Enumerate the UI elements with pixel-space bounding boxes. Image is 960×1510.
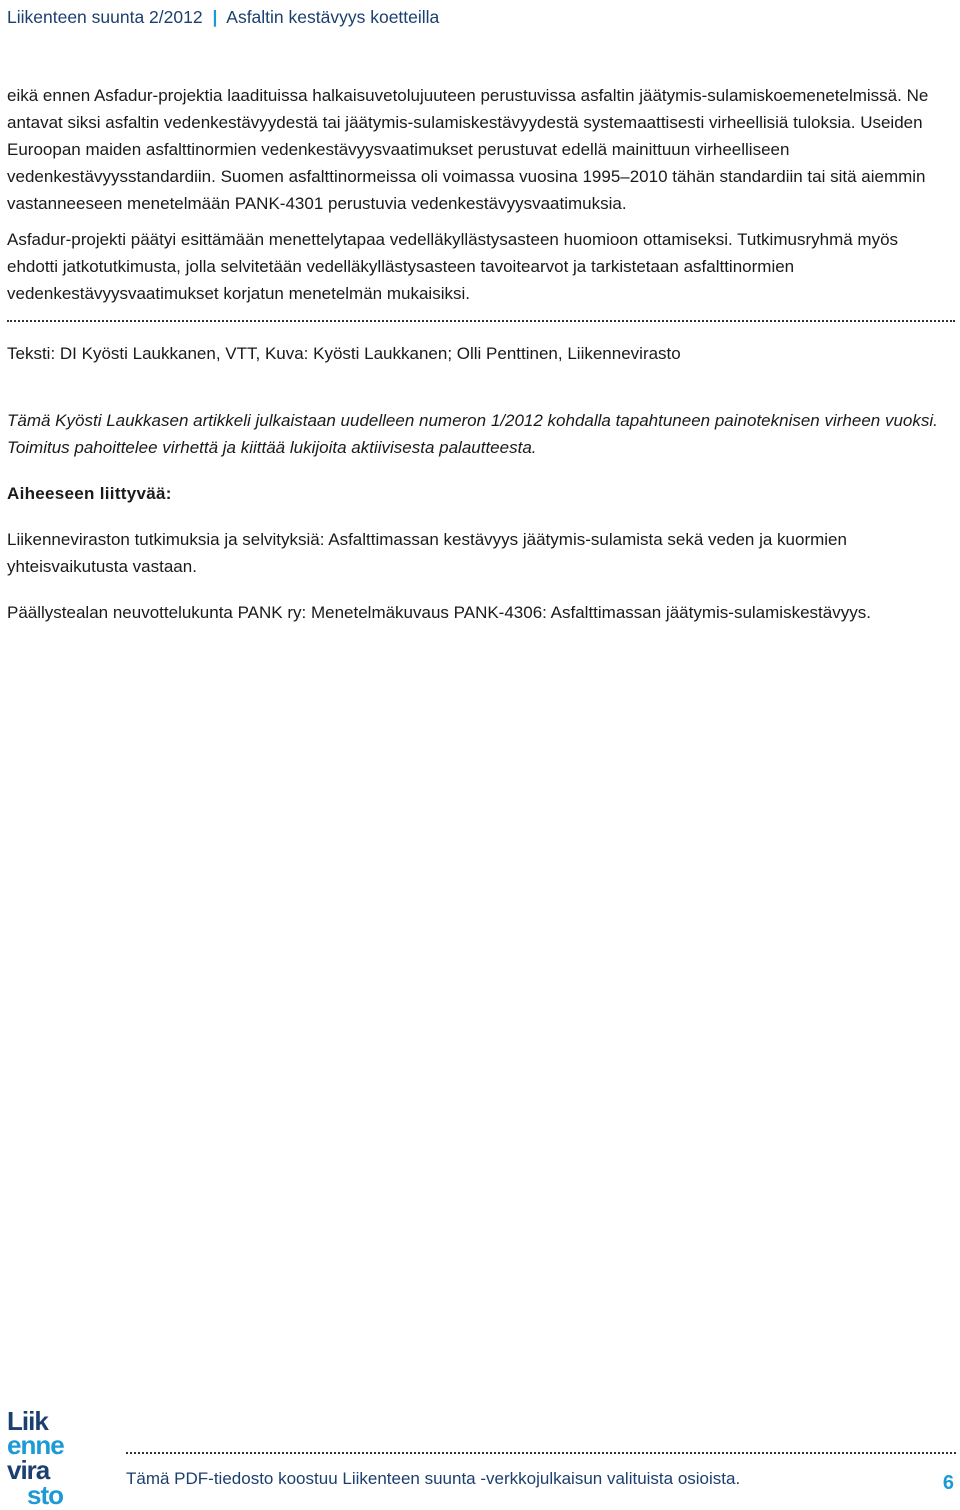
logo-line: vira — [7, 1455, 50, 1485]
footer-divider — [126, 1452, 956, 1454]
section-divider — [7, 320, 955, 322]
header-separator: | — [212, 7, 218, 27]
logo-line: sto — [27, 1480, 63, 1506]
article-body — [7, 82, 953, 626]
article-title: Asfaltin kestävyys koetteilla — [226, 7, 440, 27]
page-number: 6 — [942, 1472, 954, 1494]
liikennevirasto-logo — [7, 1408, 97, 1506]
related-heading: Aiheeseen liittyvää: — [7, 484, 172, 503]
body-paragraph: eikä ennen Asfadur-projektia laadituissa halkaisuvetolujuuteen perustuvissa asfaltin jäätymis-sulamiskoemenetelmissä. Ne antavat siksi asfaltin vedenkestävyydestä tai jäätymis-sulamiskestävyydestä systemaattisesti virheellisiä tuloksia. Useiden Euroopan maiden asfalttinormien vedenkestävyysvaatimukset perustuvat edellä mainittuun virheelliseen vedenkestävyysstandardiin. Suomen asfalttinormeissa oli voimassa vuosina 1995–2010 tähän standardiin tai sitä aiemmin vastanneeseen menetelmään PANK-4301 perustuvia vedenkestävyysvaatimuksia. — [7, 86, 929, 213]
logo-line: Liik — [7, 1408, 48, 1436]
publication-title: Liikenteen suunta 2/2012 — [7, 7, 203, 27]
page-header — [7, 7, 439, 28]
body-paragraph: Asfadur-projekti päätyi esittämään menettelytapaa vedelläkyllästysasteen huomioon ottamiseksi. Tutkimusryhmä myös ehdotti jatkotutkimusta, jolla selvitetään vedelläkyllästysasteen tavoitearvot ja tarkistetaan asfalttinormien vedenkestävyysvaatimukset korjatun menetelmän mukaisiksi. — [7, 230, 899, 303]
article-credits: Teksti: DI Kyösti Laukkanen, VTT, Kuva: Kyösti Laukkanen; Olli Penttinen, Liikennevirasto — [7, 344, 681, 363]
logo-line: enne — [7, 1430, 64, 1460]
related-link[interactable]: Liikenneviraston tutkimuksia ja selvityksiä: Asfalttimassan kestävyys jäätymis-sulamista sekä veden ja kuormien yhteisvaikutusta vastaan. — [7, 530, 847, 576]
editorial-note: Tämä Kyösti Laukkasen artikkeli julkaistaan uudelleen numeron 1/2012 kohdalla tapahtuneen painoteknisen virheen vuoksi. Toimitus pahoittelee virhettä ja kiittää lukijoita aktiivisesta palautteesta. — [7, 411, 938, 457]
footer-text: Tämä PDF-tiedosto koostuu Liikenteen suunta -verkkojulkaisun valituista osioista. — [126, 1469, 741, 1488]
related-link[interactable]: Päällystealan neuvottelukunta PANK ry: Menetelmäkuvaus PANK-4306: Asfalttimassan jäätymis-sulamiskestävyys. — [7, 603, 871, 622]
